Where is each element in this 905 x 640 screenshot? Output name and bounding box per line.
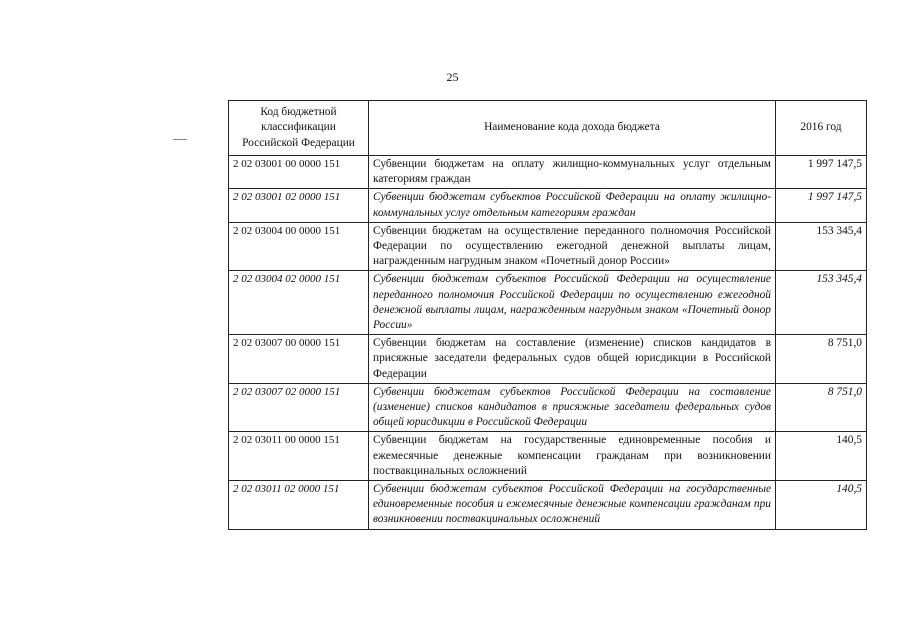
row-value: 153 345,4 (776, 271, 867, 335)
row-code: 2 02 03007 00 0000 151 (229, 335, 369, 384)
table-row (229, 335, 867, 384)
budget-income-table (228, 100, 867, 530)
row-code: 2 02 03004 02 0000 151 (229, 271, 369, 335)
row-name: Субвенции бюджетам на оплату жилищно-коммунальных услуг отдельным категориям граждан (369, 156, 776, 189)
row-name: Субвенции бюджетам субъектов Российской Федерации на составление (изменение) списков кандидатов в присяжные заседатели федеральных судов общей юрисдикции в Российской Федерации (369, 383, 776, 432)
row-name: Субвенции бюджетам на составление (изменение) списков кандидатов в присяжные заседатели федеральных судов общей юрисдикции в Российской Федерации (369, 335, 776, 384)
row-code: 2 02 03001 00 0000 151 (229, 156, 369, 189)
table-row (229, 156, 867, 189)
row-name: Субвенции бюджетам субъектов Российской Федерации на осуществление переданного полномочия Российской Федерации по осуществлению ежегодной денежной выплаты лицам, награжденным нагрудным знаком «Почетный донор России» (369, 271, 776, 335)
table-row (229, 432, 867, 481)
margin-mark (173, 139, 187, 140)
row-value: 8 751,0 (776, 383, 867, 432)
header-year: 2016 год (776, 101, 867, 156)
table-row (229, 189, 867, 222)
row-code: 2 02 03011 02 0000 151 (229, 481, 369, 530)
table-row (229, 383, 867, 432)
table-row (229, 222, 867, 271)
row-value: 8 751,0 (776, 335, 867, 384)
row-code: 2 02 03004 00 0000 151 (229, 222, 369, 271)
table-header-row (229, 101, 867, 156)
row-name: Субвенции бюджетам на осуществление переданного полномочия Российской Федерации по осуществлению ежегодной денежной выплаты лицам, награжденным нагрудным знаком «Почетный донор России» (369, 222, 776, 271)
row-code: 2 02 03007 02 0000 151 (229, 383, 369, 432)
row-value: 1 997 147,5 (776, 189, 867, 222)
table-row (229, 481, 867, 530)
row-value: 140,5 (776, 432, 867, 481)
page-number: 25 (446, 70, 459, 84)
row-name: Субвенции бюджетам субъектов Российской Федерации на оплату жилищно-коммунальных услуг отдельным категориям граждан (369, 189, 776, 222)
header-code: Код бюджетной классификации Российской Федерации (229, 101, 369, 156)
row-value: 140,5 (776, 481, 867, 530)
row-code: 2 02 03001 02 0000 151 (229, 189, 369, 222)
table-row (229, 271, 867, 335)
row-code: 2 02 03011 00 0000 151 (229, 432, 369, 481)
row-name: Субвенции бюджетам на государственные единовременные пособия и ежемесячные денежные компенсации гражданам при возникновении поствакцинальных осложнений (369, 432, 776, 481)
header-name: Наименование кода дохода бюджета (369, 101, 776, 156)
row-value: 153 345,4 (776, 222, 867, 271)
row-name: Субвенции бюджетам субъектов Российской Федерации на государственные единовременные пособия и ежемесячные денежные компенсации гражданам при возникновении поствакцинальных осложнений (369, 481, 776, 530)
row-value: 1 997 147,5 (776, 156, 867, 189)
